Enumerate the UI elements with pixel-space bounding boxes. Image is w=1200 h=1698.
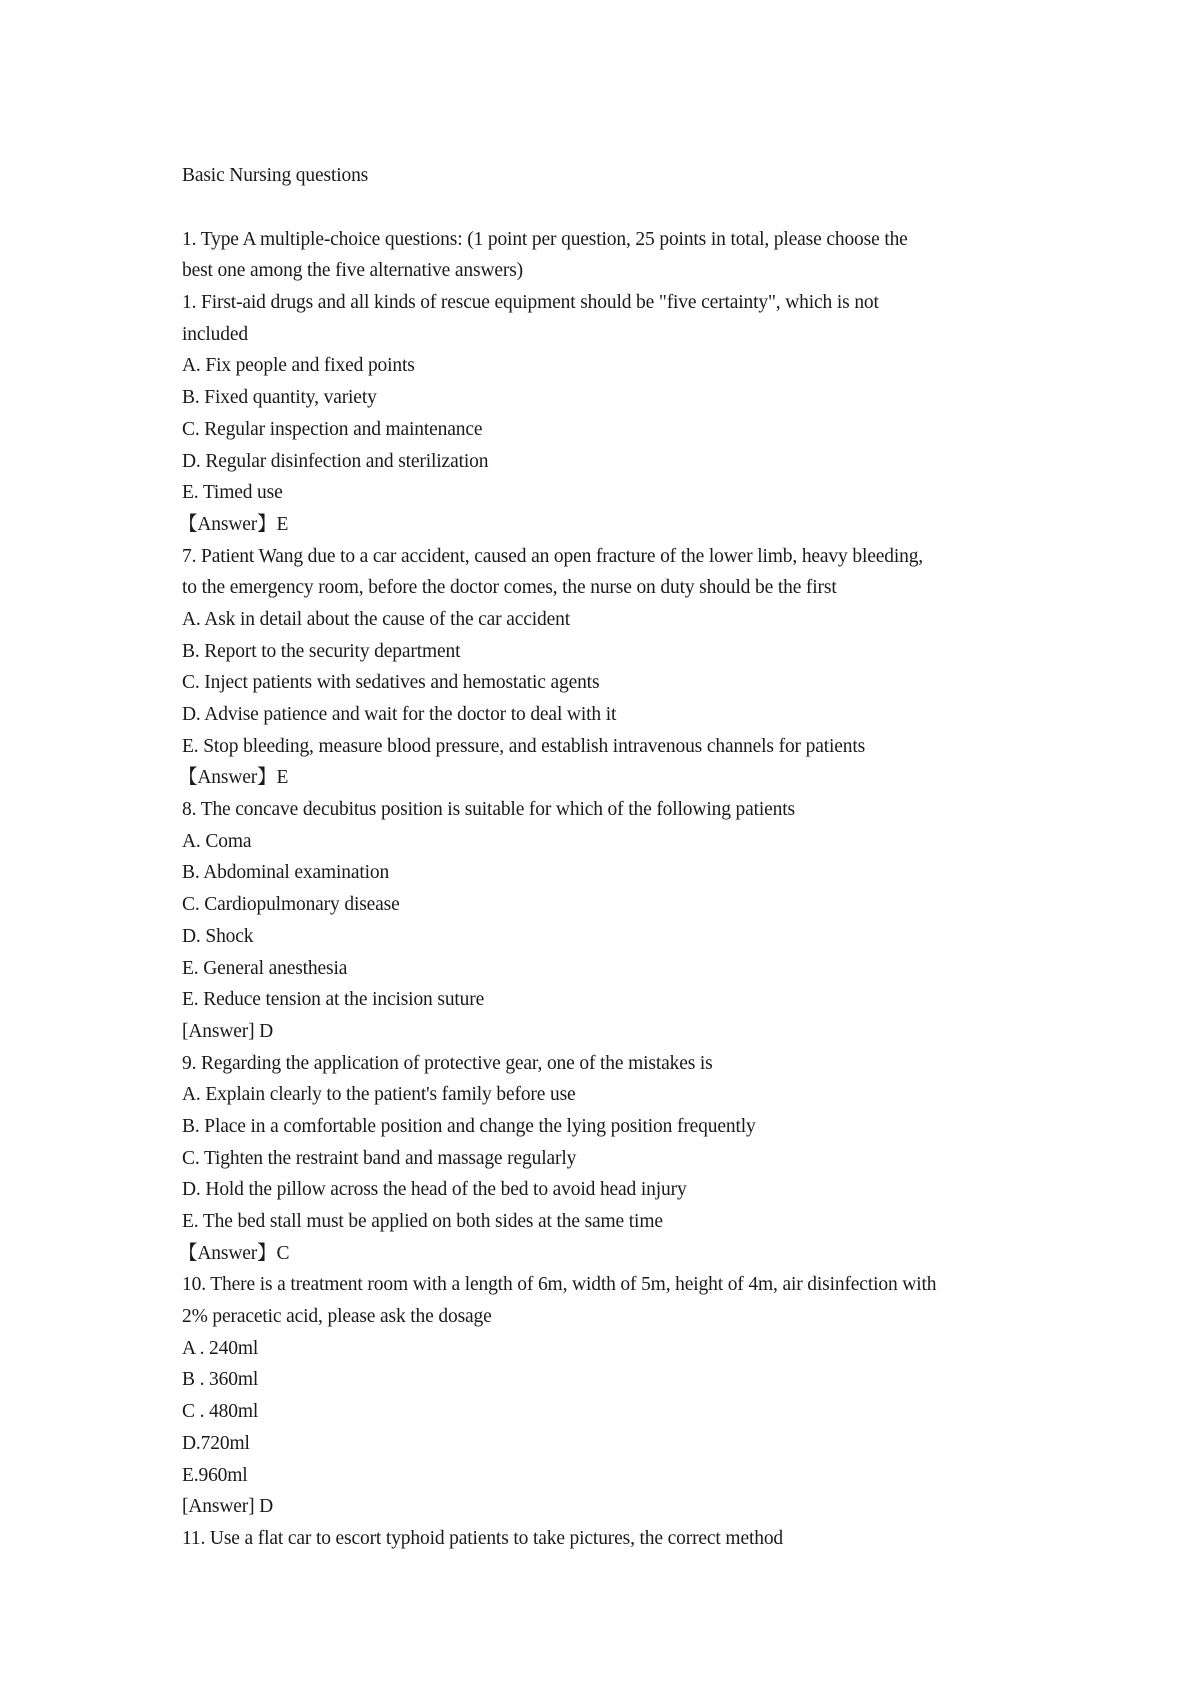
question-1-continued: included — [182, 323, 248, 345]
question-7-option-d: D. Advise patience and wait for the doctor to deal with it — [182, 704, 617, 725]
question-10-option-c: C . 480ml — [182, 1401, 259, 1423]
section-heading-continued: best one among the five alternative answers) — [182, 260, 524, 282]
question-8-option-d: D. Shock — [182, 925, 254, 947]
document-body — [178, 160, 1042, 1555]
question-9-option-b: B. Place in a comfortable position and change the lying position frequently — [182, 1115, 756, 1137]
question-1-option-c: C. Regular inspection and maintenance — [182, 418, 483, 440]
question-9-option-e: E. The bed stall must be applied on both sides at the same time — [182, 1211, 663, 1232]
question-1-option-d: D. Regular disinfection and sterilization — [182, 450, 489, 472]
question-7-option-c: C. Inject patients with sedatives and hemostatic agents — [182, 672, 600, 694]
document-title: Basic Nursing questions — [182, 165, 369, 186]
question-11: 11. Use a flat car to escort typhoid patients to take pictures, the correct method — [182, 1527, 784, 1549]
question-8-answer: [Answer] D — [182, 1020, 274, 1042]
question-8-option-c: C. Cardiopulmonary disease — [182, 894, 400, 916]
question-7-option-a: A. Ask in detail about the cause of the car accident — [182, 608, 571, 630]
question-9-option-d: D. Hold the pillow across the head of the bed to avoid head injury — [182, 1179, 687, 1201]
question-10-option-d: D.720ml — [182, 1432, 250, 1454]
question-10-option-e: E.960ml — [182, 1464, 248, 1486]
question-1-answer: 【Answer】E — [178, 513, 289, 535]
question-9-option-a: A. Explain clearly to the patient's family before use — [182, 1084, 576, 1106]
question-8-option-e-extra: E. Reduce tension at the incision suture — [182, 989, 485, 1011]
question-1-option-e: E. Timed use — [182, 482, 283, 504]
question-1-option-a: A. Fix people and fixed points — [182, 355, 415, 377]
question-8-option-a: A. Coma — [182, 830, 252, 852]
question-7-option-e: E. Stop bleeding, measure blood pressure, and establish intravenous channels for patients — [182, 735, 866, 757]
question-9: 9. Regarding the application of protective gear, one of the mistakes is — [182, 1052, 713, 1074]
question-9-option-c: C. Tighten the restraint band and massage regularly — [182, 1147, 577, 1169]
question-10-continued: 2% peracetic acid, please ask the dosage — [182, 1306, 492, 1328]
question-10-option-b: B . 360ml — [182, 1369, 259, 1391]
question-7-answer: 【Answer】E — [178, 767, 289, 789]
question-10: 10. There is a treatment room with a length of 6m, width of 5m, height of 4m, air disinfection with — [182, 1274, 937, 1296]
question-9-answer: 【Answer】C — [178, 1242, 290, 1264]
section-heading: 1. Type A multiple-choice questions: (1 point per question, 25 points in total, please choose the — [182, 228, 908, 250]
question-7: 7. Patient Wang due to a car accident, caused an open fracture of the lower limb, heavy bleeding, — [182, 545, 924, 567]
question-1-option-b: B. Fixed quantity, variety — [182, 387, 377, 409]
question-10-answer: [Answer] D — [182, 1496, 274, 1518]
question-10-option-a: A . 240ml — [182, 1337, 259, 1359]
question-8-option-e: E. General anesthesia — [182, 957, 348, 979]
question-7-continued: to the emergency room, before the doctor comes, the nurse on duty should be the first — [182, 577, 837, 599]
question-1: 1. First-aid drugs and all kinds of rescue equipment should be "five certainty", which is not — [182, 292, 879, 314]
question-8-option-b: B. Abdominal examination — [182, 862, 390, 884]
question-8: 8. The concave decubitus position is suitable for which of the following patients — [182, 799, 795, 821]
question-7-option-b: B. Report to the security department — [182, 640, 461, 662]
